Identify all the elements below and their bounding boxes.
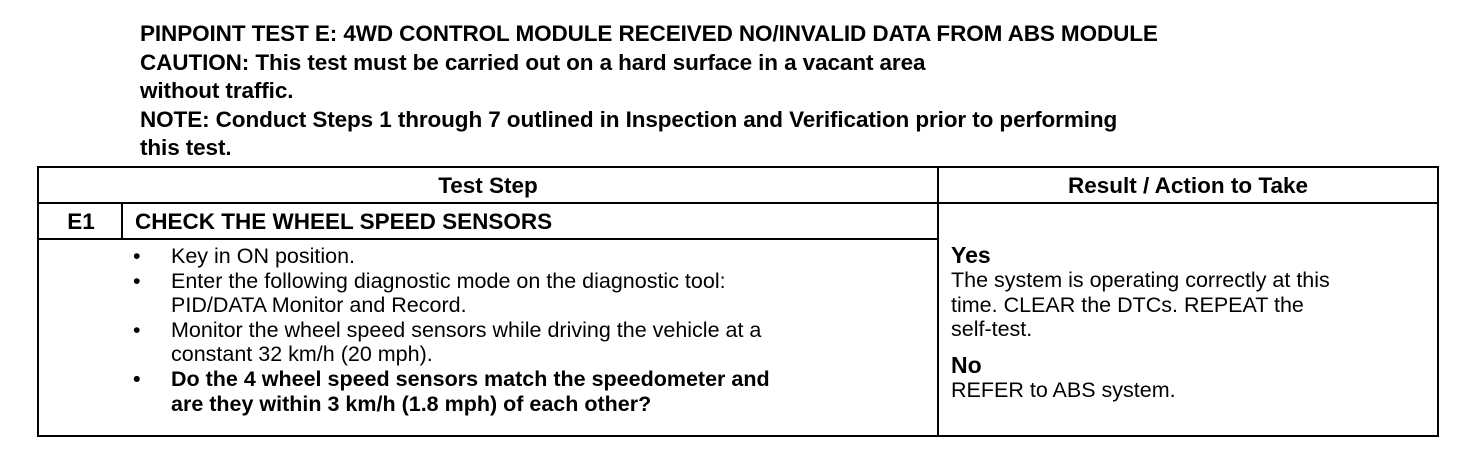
caution-line-1: CAUTION: This test must be carried out on a hard surface in a vacant area xyxy=(140,49,926,75)
yes-action-line: The system is operating correctly at this xyxy=(951,268,1330,292)
instruction-line: constant 32 km/h (20 mph). xyxy=(171,342,433,367)
question-line: are they within 3 km/h (1.8 mph) of each other? xyxy=(171,391,652,416)
bullet: • xyxy=(133,366,141,391)
yes-label: Yes xyxy=(951,242,991,268)
pinpoint-test-table xyxy=(37,166,1439,437)
instruction-line: PID/DATA Monitor and Record. xyxy=(171,293,467,318)
list-item xyxy=(131,269,931,318)
test-title: PINPOINT TEST E: 4WD CONTROL MODULE RECEIVED NO/INVALID DATA FROM ABS MODULE xyxy=(140,21,1158,46)
list-item xyxy=(131,244,931,269)
column-header-result: Result / Action to Take xyxy=(1067,173,1309,198)
step-title: CHECK THE WHEEL SPEED SENSORS xyxy=(135,209,553,234)
spacer xyxy=(951,342,1431,352)
column-divider xyxy=(937,168,939,435)
instruction-line: Enter the following diagnostic mode on the diagnostic tool: xyxy=(171,268,726,293)
caution-line-2: without traffic. xyxy=(140,78,294,104)
note-line-1: NOTE: Conduct Steps 1 through 7 outlined in Inspection and Verification prior to performing xyxy=(140,106,1118,132)
yes-action-line: time. CLEAR the DTCs. REPEAT the xyxy=(951,292,1304,317)
bullet: • xyxy=(133,268,141,293)
yes-action-line: self-test. xyxy=(951,317,1033,342)
result-action xyxy=(951,242,1431,402)
no-label: No xyxy=(951,351,982,378)
list-item xyxy=(131,367,931,416)
list-item xyxy=(131,318,931,367)
bullet: • xyxy=(133,244,141,268)
test-header xyxy=(140,20,1340,163)
instruction-line: Monitor the wheel speed sensors while driving the vehicle at a xyxy=(171,317,762,342)
instruction-line: Key in ON position. xyxy=(171,244,356,268)
question-line: Do the 4 wheel speed sensors match the speedometer and xyxy=(171,366,770,391)
note-line-2: this test. xyxy=(140,135,232,161)
step-id: E1 xyxy=(67,209,95,234)
step-instructions xyxy=(131,244,931,416)
no-action-line: REFER to ABS system. xyxy=(951,377,1176,402)
column-header-test-step: Test Step xyxy=(438,173,538,198)
bullet: • xyxy=(133,317,141,342)
